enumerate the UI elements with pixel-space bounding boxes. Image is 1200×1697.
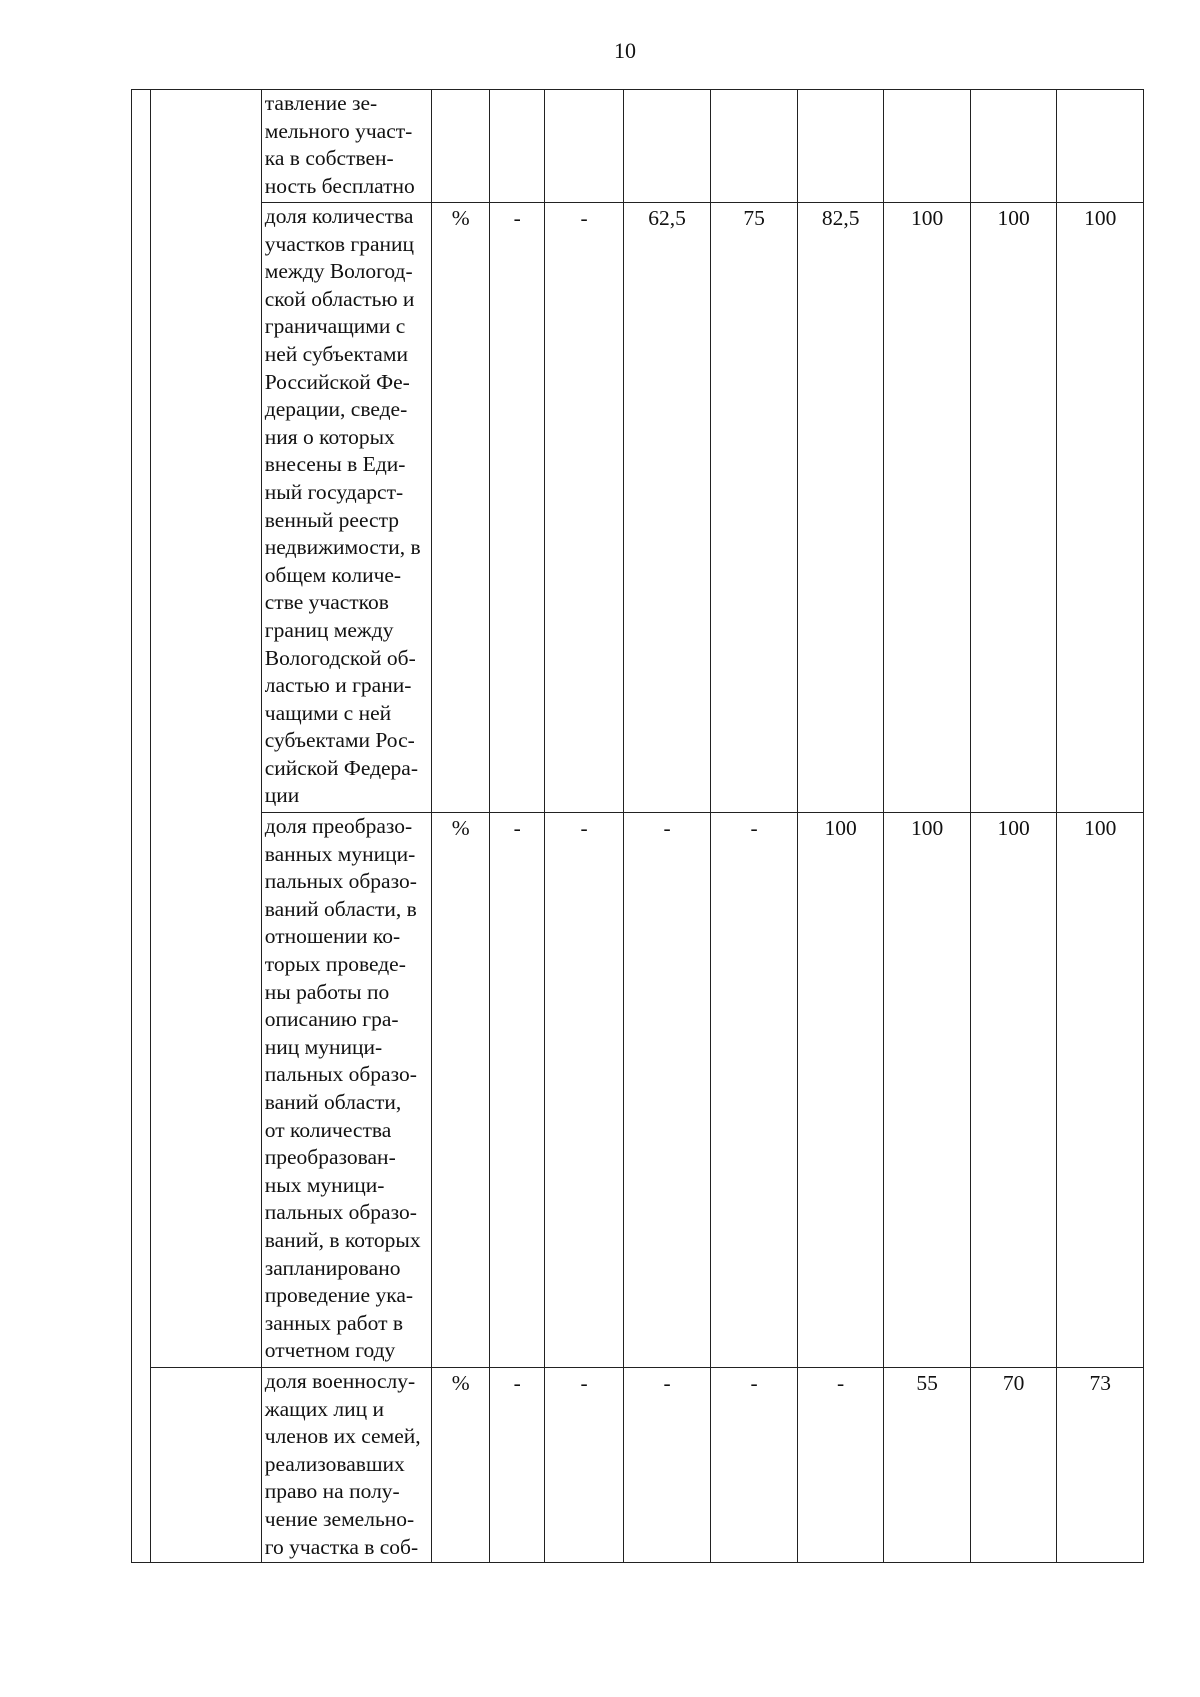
value-cell: 75: [711, 203, 798, 813]
value-cell: 100: [970, 813, 1057, 1368]
value-cell: -: [545, 813, 623, 1368]
value-cell: 62,5: [623, 203, 711, 813]
unit-cell: %: [431, 1368, 489, 1563]
value-cell: -: [545, 203, 623, 813]
value-cell: -: [623, 813, 711, 1368]
value-cell: [797, 90, 884, 203]
table-row: [132, 1368, 1144, 1563]
indicator-cell: доля военнослу- жащих лиц и членов их семей, реализовавших право на полу- чение земельно- го участка в соб-: [261, 1368, 431, 1563]
value-cell: -: [797, 1368, 884, 1563]
value-cell: 100: [1057, 813, 1144, 1368]
value-cell: 100: [1057, 203, 1144, 813]
indicator-cell: доля количества участков границ между Вологод- ской областью и граничащими с ней субъектами Российской Фе- дерации, сведе- ния о которых внесены в Еди- ный государст- венный реестр недвижимости, в общем количе- стве участков границ между Вологодской об- ластью и грани- чащими с ней субъектами Рос- сийской Федера- ции: [261, 203, 431, 813]
value-cell: -: [545, 1368, 623, 1563]
value-cell: 70: [970, 1368, 1057, 1563]
value-cell: 100: [970, 203, 1057, 813]
unit-cell: [431, 90, 489, 203]
value-cell: 100: [797, 813, 884, 1368]
page-number: 10: [614, 38, 636, 63]
value-cell: 100: [884, 203, 971, 813]
value-cell: [623, 90, 711, 203]
value-cell: -: [490, 203, 545, 813]
program-cell: [151, 1368, 262, 1563]
indicator-cell: доля преобразо- ванных муници- пальных образо- ваний области, в отношении ко- торых проведе- ны работы по описанию гра- ниц муници- пальных образо- ваний области, от количества преобразован- ных муници- пальных образо- ваний, в которых запланировано проведение ука- занных работ в отчетном году: [261, 813, 431, 1368]
value-cell: 100: [884, 813, 971, 1368]
table-row: [132, 813, 1144, 1368]
value-cell: 55: [884, 1368, 971, 1563]
table-row: [132, 90, 1144, 203]
value-cell: [1057, 90, 1144, 203]
unit-cell: %: [431, 813, 489, 1368]
table-row: [132, 203, 1144, 813]
value-cell: 73: [1057, 1368, 1144, 1563]
number-cell: [132, 90, 151, 1563]
value-cell: -: [490, 813, 545, 1368]
value-cell: [884, 90, 971, 203]
value-cell: -: [623, 1368, 711, 1563]
value-cell: -: [711, 813, 798, 1368]
indicator-cell: тавление зе- мельного участ- ка в собствен- ность бесплатно: [261, 90, 431, 203]
value-cell: -: [711, 1368, 798, 1563]
program-cell: [151, 90, 262, 1368]
value-cell: [545, 90, 623, 203]
value-cell: [711, 90, 798, 203]
value-cell: [490, 90, 545, 203]
unit-cell: %: [431, 203, 489, 813]
value-cell: -: [490, 1368, 545, 1563]
value-cell: [970, 90, 1057, 203]
value-cell: 82,5: [797, 203, 884, 813]
indicators-table: [131, 89, 1144, 1563]
